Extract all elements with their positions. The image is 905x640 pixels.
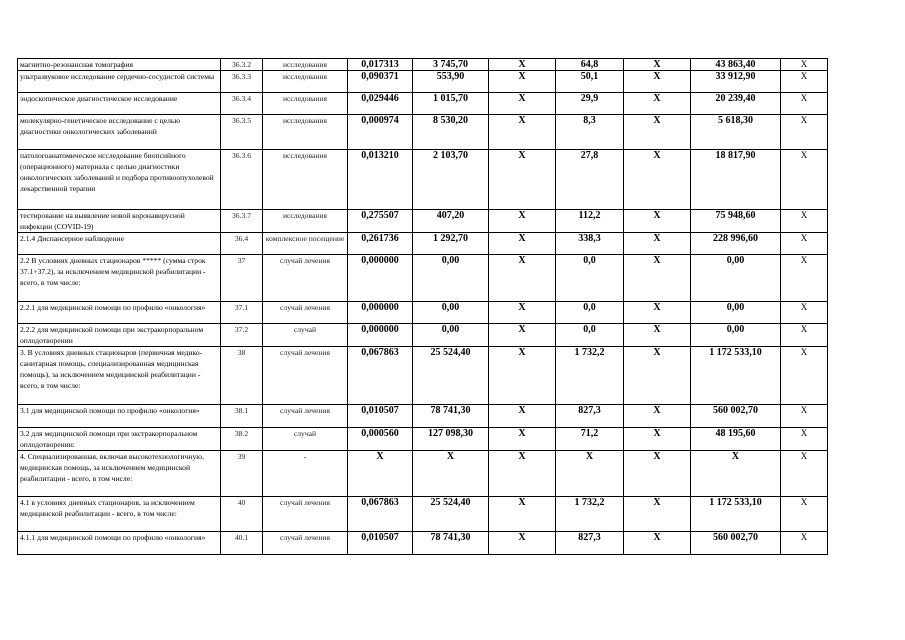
row-norm-cost: 407,20	[413, 210, 489, 233]
row-norm-volume: 0,010507	[348, 405, 413, 428]
row-x-mark: X	[781, 428, 828, 451]
row-norm-volume: 0,000974	[348, 115, 413, 150]
row-x-mark: X	[781, 451, 828, 497]
row-total-cost: 0,00	[691, 302, 781, 324]
row-x-mark: X	[489, 405, 556, 428]
row-name: патологоанатомическое исследование биопсийного (операционного) материала с целью диагностики онкологических заболеваний и подбора противоопухолевой лекарственной терапии	[18, 150, 221, 210]
row-x-mark: X	[624, 451, 691, 497]
row-x-mark: X	[489, 324, 556, 347]
row-name: 3.2 для медицинской помощи при экстракорпоральном оплодотворении:	[18, 428, 221, 451]
row-code: 36.3.4	[221, 93, 263, 115]
row-norm-volume: 0,261736	[348, 233, 413, 255]
row-code: 38	[221, 347, 263, 405]
row-norm-volume: 0,000000	[348, 255, 413, 302]
row-x-mark: X	[489, 115, 556, 150]
row-unit: исследования	[263, 210, 348, 233]
row-code: 38.1	[221, 405, 263, 428]
row-per-capita: 27,8	[556, 150, 624, 210]
row-name: молекулярно-генетическое исследование с целью диагностики онкологических заболеваний	[18, 115, 221, 150]
row-norm-volume: 0,275507	[348, 210, 413, 233]
row-norm-cost: 1 015,70	[413, 93, 489, 115]
row-norm-volume: 0,010507	[348, 532, 413, 555]
row-norm-cost: 1 292,70	[413, 233, 489, 255]
row-norm-cost: 25 524,40	[413, 347, 489, 405]
row-x-mark: X	[489, 302, 556, 324]
row-x-mark: X	[624, 115, 691, 150]
row-total-cost: 0,00	[691, 324, 781, 347]
row-unit: комплексное посещение	[263, 233, 348, 255]
table-body	[18, 59, 828, 555]
row-norm-volume: 0,013210	[348, 150, 413, 210]
row-code: 36.3.3	[221, 71, 263, 93]
row-code: 36.3.5	[221, 115, 263, 150]
row-unit: случай лечения	[263, 302, 348, 324]
row-name: магнитно-резонансная томография	[18, 59, 221, 71]
row-total-cost: 0,00	[691, 255, 781, 302]
row-norm-cost: 78 741,30	[413, 405, 489, 428]
row-per-capita: 338,3	[556, 233, 624, 255]
row-x-mark: X	[781, 210, 828, 233]
row-code: 36.3.2	[221, 59, 263, 71]
row-x-mark: X	[781, 115, 828, 150]
row-code: 40.1	[221, 532, 263, 555]
row-unit: случай лечения	[263, 532, 348, 555]
row-x-mark: X	[781, 150, 828, 210]
row-name: тестирование на выявление новой коронавирусной инфекции (COVID-19)	[18, 210, 221, 233]
row-per-capita: 827,3	[556, 532, 624, 555]
table-row	[18, 532, 828, 555]
row-name: 3.1 для медицинской помощи по профилю «онкология»	[18, 405, 221, 428]
row-x-mark: X	[781, 347, 828, 405]
row-per-capita: 827,3	[556, 405, 624, 428]
row-x-mark: X	[781, 93, 828, 115]
table-row	[18, 302, 828, 324]
row-name: 2.2.1 для медицинской помощи по профилю «онкология»	[18, 302, 221, 324]
row-per-capita: 1 732,2	[556, 347, 624, 405]
row-x-mark: X	[489, 451, 556, 497]
table-row	[18, 255, 828, 302]
row-code: 36.3.6	[221, 150, 263, 210]
row-x-mark: X	[624, 150, 691, 210]
row-x-mark: X	[624, 532, 691, 555]
row-per-capita: 0,0	[556, 255, 624, 302]
row-per-capita: 0,0	[556, 302, 624, 324]
services-table	[17, 58, 828, 555]
row-x-mark: X	[781, 71, 828, 93]
row-unit: случай лечения	[263, 497, 348, 532]
row-code: 37.2	[221, 324, 263, 347]
row-unit: -	[263, 451, 348, 497]
table-row	[18, 324, 828, 347]
row-per-capita: 112,2	[556, 210, 624, 233]
row-code: 40	[221, 497, 263, 532]
row-per-capita: 64,8	[556, 59, 624, 71]
row-x-mark: X	[781, 233, 828, 255]
row-x-mark: X	[624, 497, 691, 532]
row-norm-cost: 3 745,70	[413, 59, 489, 71]
row-norm-cost: 553,90	[413, 71, 489, 93]
row-unit: случай	[263, 428, 348, 451]
row-norm-volume: 0,067863	[348, 497, 413, 532]
row-unit: исследования	[263, 150, 348, 210]
row-total-cost: 33 912,90	[691, 71, 781, 93]
table-row	[18, 497, 828, 532]
row-unit: исследования	[263, 93, 348, 115]
row-unit: случай лечения	[263, 347, 348, 405]
row-x-mark: X	[624, 405, 691, 428]
row-x-mark: X	[781, 255, 828, 302]
row-norm-volume: 0,029446	[348, 93, 413, 115]
row-x-mark: X	[624, 59, 691, 71]
table-row	[18, 451, 828, 497]
row-norm-cost: 0,00	[413, 324, 489, 347]
row-total-cost: 560 002,70	[691, 405, 781, 428]
row-x-mark: X	[489, 428, 556, 451]
row-x-mark: X	[489, 59, 556, 71]
row-x-mark: X	[624, 347, 691, 405]
row-per-capita: 8,3	[556, 115, 624, 150]
row-total-cost: 20 239,40	[691, 93, 781, 115]
row-per-capita: X	[556, 451, 624, 497]
row-norm-volume: 0,067863	[348, 347, 413, 405]
row-unit: исследования	[263, 59, 348, 71]
row-norm-volume: 0,000000	[348, 302, 413, 324]
row-per-capita: 1 732,2	[556, 497, 624, 532]
row-name: эндоскопическое диагностическое исследование	[18, 93, 221, 115]
row-name: 4. Специализированная, включая высокотехнологичную, медицинская помощь, за исключением медицинской реабилитации - всего, в том числе:	[18, 451, 221, 497]
row-x-mark: X	[781, 405, 828, 428]
row-name: 4.1.1 для медицинской помощи по профилю «онкология»	[18, 532, 221, 555]
row-x-mark: X	[489, 71, 556, 93]
row-x-mark: X	[489, 210, 556, 233]
row-code: 36.4	[221, 233, 263, 255]
row-total-cost: 1 172 533,10	[691, 347, 781, 405]
row-x-mark: X	[624, 324, 691, 347]
table-row	[18, 115, 828, 150]
row-x-mark: X	[489, 150, 556, 210]
row-unit: исследования	[263, 71, 348, 93]
row-per-capita: 50,1	[556, 71, 624, 93]
row-total-cost: 1 172 533,10	[691, 497, 781, 532]
row-unit: случай лечения	[263, 255, 348, 302]
row-x-mark: X	[781, 302, 828, 324]
row-x-mark: X	[624, 428, 691, 451]
row-x-mark: X	[489, 255, 556, 302]
row-total-cost: 43 863,40	[691, 59, 781, 71]
table-row	[18, 150, 828, 210]
row-total-cost: 48 195,60	[691, 428, 781, 451]
row-code: 37.1	[221, 302, 263, 324]
row-x-mark: X	[489, 497, 556, 532]
row-code: 36.3.7	[221, 210, 263, 233]
row-unit: случай	[263, 324, 348, 347]
row-code: 39	[221, 451, 263, 497]
table-row	[18, 210, 828, 233]
table-row	[18, 71, 828, 93]
row-name: 2.2 В условиях дневных стационаров ***** (сумма строк 37.1+37.2), за исключением медицинской реабилитации - всего, в том числе:	[18, 255, 221, 302]
row-name: 2.1.4 Диспансерное наблюдение	[18, 233, 221, 255]
row-norm-cost: 2 103,70	[413, 150, 489, 210]
row-total-cost: 228 996,60	[691, 233, 781, 255]
row-norm-cost: 0,00	[413, 255, 489, 302]
table-row	[18, 405, 828, 428]
row-norm-cost: 0,00	[413, 302, 489, 324]
row-per-capita: 71,2	[556, 428, 624, 451]
row-x-mark: X	[489, 93, 556, 115]
row-norm-volume: X	[348, 451, 413, 497]
row-code: 38.2	[221, 428, 263, 451]
row-norm-cost: 8 530,20	[413, 115, 489, 150]
table-row	[18, 428, 828, 451]
row-unit: исследования	[263, 115, 348, 150]
row-name: 2.2.2 для медицинской помощи при экстракорпоральном оплодотворении	[18, 324, 221, 347]
table-row	[18, 233, 828, 255]
table-row	[18, 93, 828, 115]
row-total-cost: 75 948,60	[691, 210, 781, 233]
row-norm-cost: X	[413, 451, 489, 497]
table-row	[18, 347, 828, 405]
row-total-cost: 560 002,70	[691, 532, 781, 555]
row-total-cost: 18 817,90	[691, 150, 781, 210]
table-row	[18, 59, 828, 71]
row-x-mark: X	[624, 71, 691, 93]
row-total-cost: 5 618,30	[691, 115, 781, 150]
row-name: 4.1 в условиях дневных стационаров, за исключением медицинской реабилитации - всего, в том числе:	[18, 497, 221, 532]
row-x-mark: X	[624, 255, 691, 302]
row-norm-volume: 0,090371	[348, 71, 413, 93]
row-x-mark: X	[624, 233, 691, 255]
row-x-mark: X	[624, 210, 691, 233]
row-x-mark: X	[781, 59, 828, 71]
row-x-mark: X	[781, 497, 828, 532]
row-unit: случай лечения	[263, 405, 348, 428]
row-x-mark: X	[624, 302, 691, 324]
row-code: 37	[221, 255, 263, 302]
row-x-mark: X	[624, 93, 691, 115]
row-x-mark: X	[781, 324, 828, 347]
row-norm-volume: 0,000000	[348, 324, 413, 347]
row-name: 3. В условиях дневных стационаров (первичная медико-санитарная помощь, специализированная медицинская помощь), за исключением медицинской реабилитации - всего, в том числе:	[18, 347, 221, 405]
row-norm-cost: 78 741,30	[413, 532, 489, 555]
row-x-mark: X	[489, 347, 556, 405]
row-per-capita: 0,0	[556, 324, 624, 347]
row-norm-cost: 25 524,40	[413, 497, 489, 532]
row-norm-volume: 0,000560	[348, 428, 413, 451]
row-total-cost: X	[691, 451, 781, 497]
row-norm-cost: 127 098,30	[413, 428, 489, 451]
row-x-mark: X	[489, 532, 556, 555]
row-name: ультразвуковое исследование сердечно-сосудистой системы	[18, 71, 221, 93]
row-x-mark: X	[781, 532, 828, 555]
row-per-capita: 29,9	[556, 93, 624, 115]
row-norm-volume: 0,017313	[348, 59, 413, 71]
row-x-mark: X	[489, 233, 556, 255]
